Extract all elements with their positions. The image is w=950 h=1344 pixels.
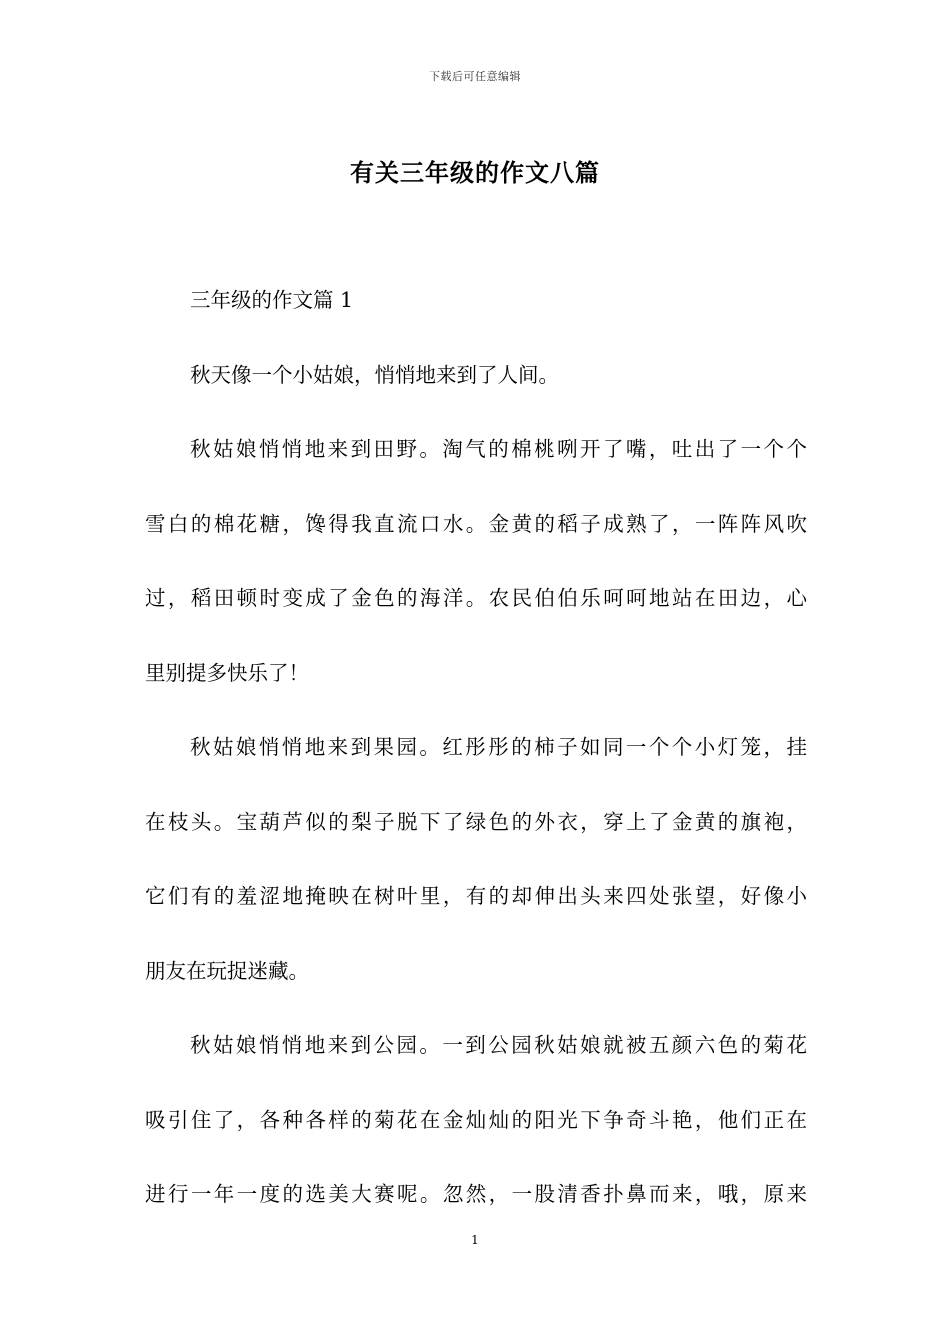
header-note: 下载后可任意编辑 <box>429 70 521 83</box>
document-body <box>145 278 807 1247</box>
paragraph-line: 秋姑娘悄悄地来到公园。一到公园秋姑娘就被五颜六色的菊花 <box>190 1033 807 1057</box>
paragraph-line: 过，稻田顿时变成了金色的海洋。农民伯伯乐呵呵地站在田边，心 <box>145 586 807 610</box>
paragraph-line: 它们有的羞涩地掩映在树叶里，有的却伸出头来四处张望，好像小 <box>145 884 807 908</box>
section-heading: 三年级的作文篇 1 <box>190 288 354 312</box>
paragraph-line: 进行一年一度的选美大赛呢。忽然，一股清香扑鼻而来，哦，原来 <box>145 1182 807 1206</box>
paragraph-line: 秋姑娘悄悄地来到田野。淘气的棉桃咧开了嘴，吐出了一个个 <box>190 437 807 461</box>
document-title: 有关三年级的作文八篇 <box>350 158 600 187</box>
paragraph-line: 秋姑娘悄悄地来到果园。红彤彤的柿子如同一个个小灯笼，挂 <box>190 735 807 759</box>
paragraph-line: 吸引住了，各种各样的菊花在金灿灿的阳光下争奇斗艳，他们正在 <box>145 1107 807 1132</box>
paragraph-line: 里别提多快乐了！ <box>145 660 309 685</box>
paragraph-line: 雪白的棉花糖，馋得我直流口水。金黄的稻子成熟了，一阵阵风吹 <box>145 511 807 536</box>
paragraph-line: 在枝头。宝葫芦似的梨子脱下了绿色的外衣，穿上了金黄的旗袍， <box>145 809 807 834</box>
paragraph-line: 秋天像一个小姑娘，悄悄地来到了人间。 <box>190 362 559 387</box>
paragraph-line: 朋友在玩捉迷藏。 <box>145 958 309 983</box>
page-number: 1 <box>471 1233 479 1247</box>
